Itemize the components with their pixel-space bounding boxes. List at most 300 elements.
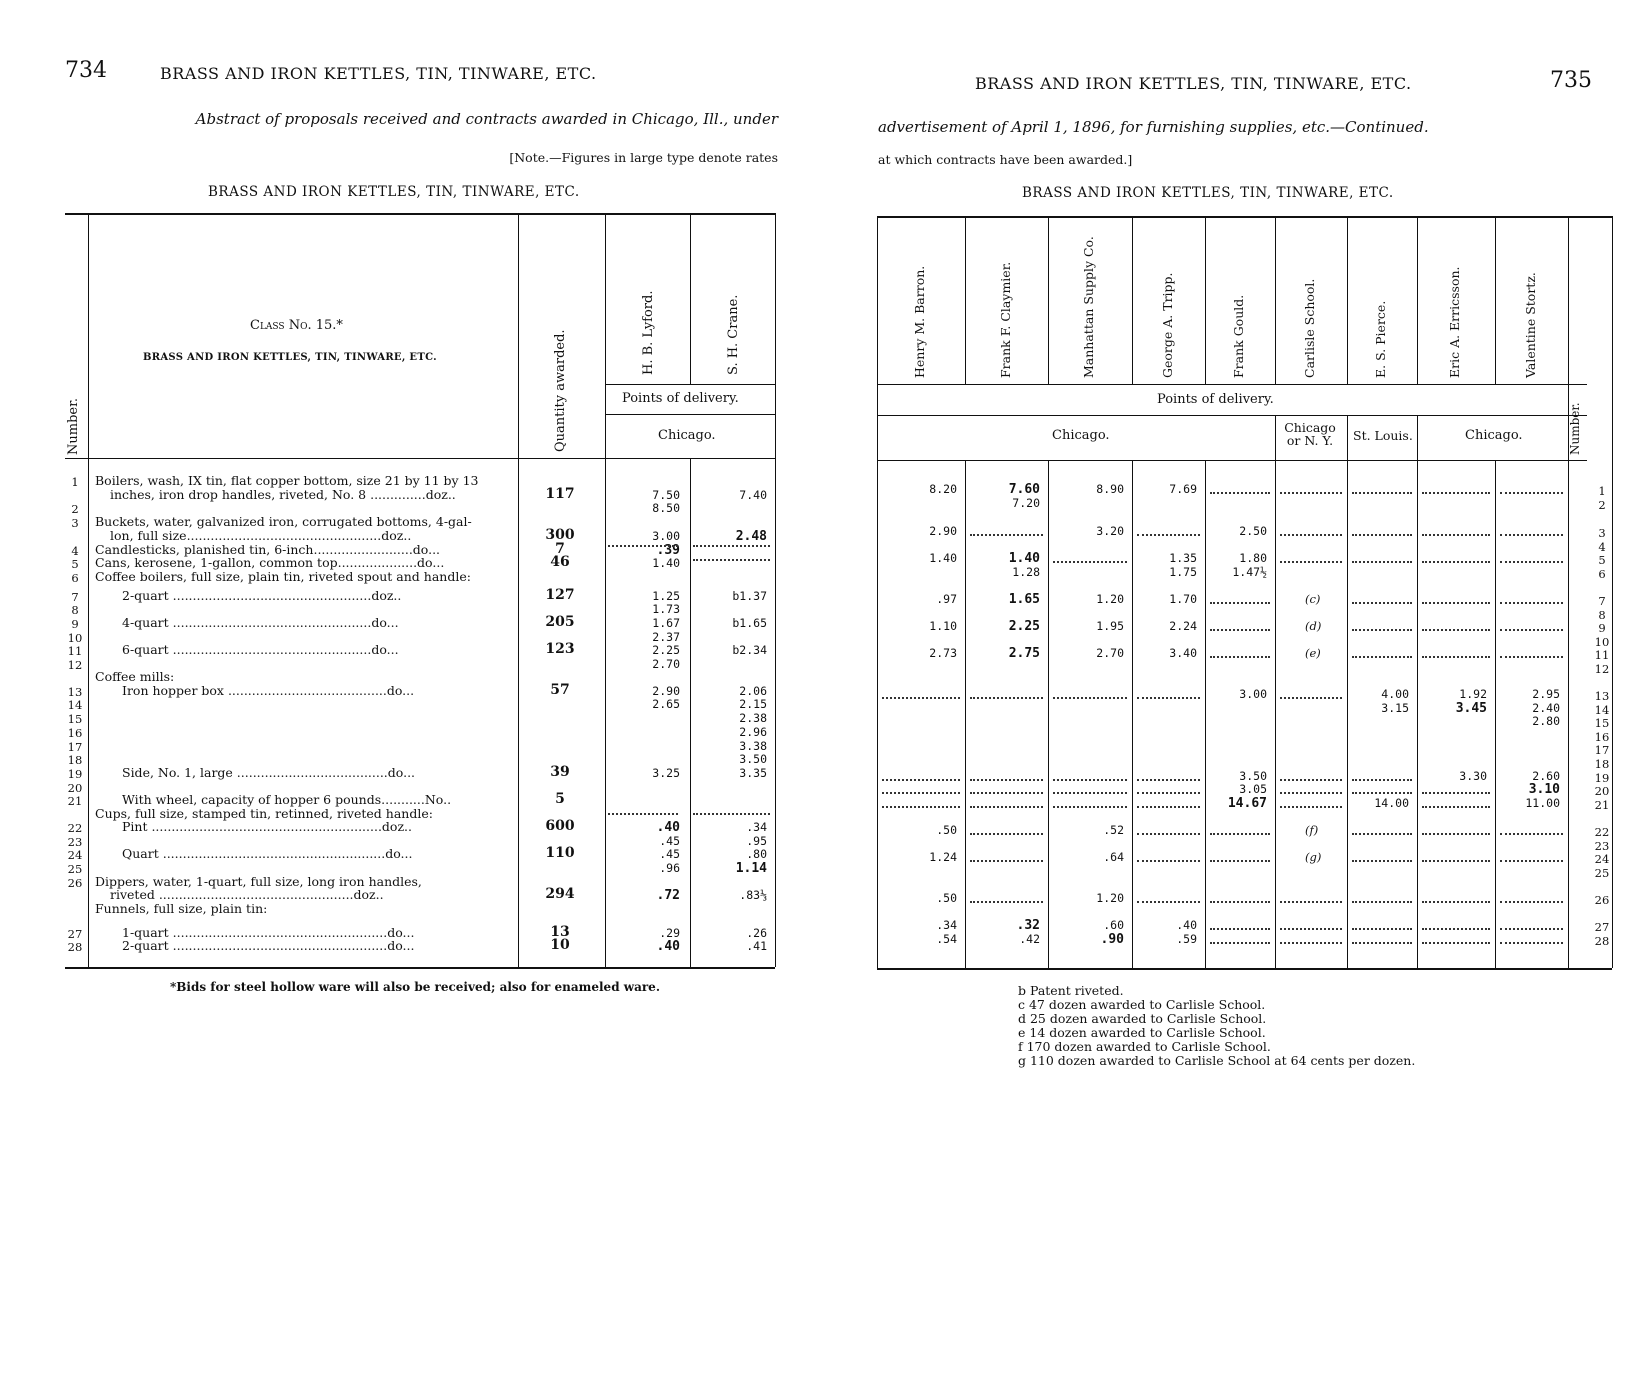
dotted-leader <box>1137 833 1200 835</box>
price-cell: .97 <box>936 592 957 606</box>
row-number: 5 <box>71 557 79 571</box>
price-cell: .59 <box>1176 932 1197 946</box>
dotted-leader <box>693 813 770 815</box>
quantity-awarded: 10 <box>550 937 570 953</box>
row-number: 24 <box>67 848 83 862</box>
points-rule <box>605 384 775 385</box>
item-description: 1-quart ......................................................do... <box>122 925 415 940</box>
row-number: 7 <box>1598 594 1606 608</box>
table-top-rule <box>877 216 1612 218</box>
price-cell: .50 <box>936 823 957 837</box>
section-title: BRASS AND IRON KETTLES, TIN, TINWARE, ETC. <box>208 184 580 200</box>
price-lyford: 8.50 <box>652 501 680 515</box>
delivery-group-st-louis: St. Louis. <box>1353 428 1413 443</box>
price-lyford: 1.67 <box>652 616 680 630</box>
price-cell: 1.70 <box>1169 592 1197 606</box>
dotted-leader <box>1422 860 1490 862</box>
price-cell: 7.60 <box>1008 482 1040 497</box>
class-title: Class No. 15.* <box>250 318 343 333</box>
dotted-leader <box>1422 602 1490 604</box>
price-cell: 4.00 <box>1381 687 1409 701</box>
price-cell: .40 <box>1176 918 1197 932</box>
right-page <box>820 0 1649 1380</box>
dotted-leader <box>1137 779 1200 781</box>
col-divider <box>1612 216 1613 968</box>
row-number: 6 <box>71 571 79 585</box>
dotted-leader <box>1352 534 1412 536</box>
bidder-name: Valentine Stortz. <box>1522 272 1538 378</box>
price-crane: .41 <box>746 939 767 953</box>
row-number: 9 <box>71 617 79 631</box>
dotted-leader <box>1053 779 1127 781</box>
col-divider <box>1048 460 1049 968</box>
col-divider <box>1275 216 1276 384</box>
delivery-group-chicago-ny: Chicago or N. Y. <box>1284 420 1336 448</box>
row-number: 16 <box>67 726 83 740</box>
price-cell: 1.28 <box>1012 565 1040 579</box>
dotted-leader <box>1352 792 1412 794</box>
dotted-leader <box>882 697 960 699</box>
price-cell: 1.95 <box>1096 619 1124 633</box>
price-cell: 14.67 <box>1227 796 1267 811</box>
price-cell: 1.47½ <box>1232 565 1267 579</box>
delivery-divider <box>1347 415 1348 460</box>
price-cell: 2.60 <box>1532 769 1560 783</box>
row-number: 26 <box>67 876 83 890</box>
row-number: 6 <box>1598 567 1606 581</box>
price-crane: 3.38 <box>739 739 767 753</box>
class-subtitle: BRASS AND IRON KETTLES, TIN, TINWARE, ETC. <box>143 352 437 363</box>
dotted-leader <box>1422 901 1490 903</box>
dotted-leader <box>1422 561 1490 563</box>
col-divider <box>877 216 878 968</box>
points-of-delivery: Points of delivery. <box>1157 392 1274 407</box>
item-description: 6-quart ..................................................do... <box>122 642 399 657</box>
price-crane: 2.06 <box>739 684 767 698</box>
row-number: 4 <box>1598 540 1606 554</box>
row-number: 20 <box>67 781 83 795</box>
price-lyford: 3.00 <box>652 529 680 543</box>
price-cell: .32 <box>1016 918 1040 933</box>
dotted-leader <box>1422 942 1490 944</box>
price-cell: 2.80 <box>1532 714 1560 728</box>
price-crane: b1.65 <box>732 616 767 630</box>
item-description: Coffee boilers, full size, plain tin, riveted spout and handle: <box>95 569 471 584</box>
dotted-leader <box>1280 779 1342 781</box>
item-description: Boilers, wash, IX tin, flat copper bottom, size 21 by 11 by 13 <box>95 473 479 488</box>
item-description: 2-quart ..................................................doz.. <box>122 588 402 603</box>
dotted-leader <box>1280 928 1342 930</box>
page-number: 734 <box>65 58 107 83</box>
dotted-leader <box>1137 806 1200 808</box>
price-lyford: 2.70 <box>652 657 680 671</box>
dotted-leader <box>1053 806 1127 808</box>
col-divider <box>1347 216 1348 384</box>
row-number: 15 <box>67 712 83 726</box>
bidder-name: Eric A. Erricsson. <box>1447 266 1462 378</box>
row-number: 17 <box>1594 743 1610 757</box>
points-rule <box>877 415 1587 416</box>
price-cell: (e) <box>1305 646 1321 660</box>
price-cell: (g) <box>1305 850 1322 864</box>
dotted-leader <box>1280 561 1342 563</box>
price-cell: 1.75 <box>1169 565 1197 579</box>
dotted-leader <box>1210 860 1270 862</box>
dotted-leader <box>970 901 1043 903</box>
dotted-leader <box>1137 792 1200 794</box>
dotted-leader <box>1280 942 1342 944</box>
item-description: riveted .................................................doz.. <box>110 887 384 902</box>
price-cell: .60 <box>1103 918 1124 932</box>
table-bottom-rule <box>877 968 1612 970</box>
dotted-leader <box>1352 561 1412 563</box>
dotted-leader <box>882 806 960 808</box>
price-crane: .26 <box>746 926 767 940</box>
footnote: b Patent riveted. <box>1018 983 1124 998</box>
delivery-group-chicago-2: Chicago. <box>1465 428 1523 443</box>
row-number: 3 <box>71 516 79 530</box>
row-number: 24 <box>1594 852 1610 866</box>
price-lyford: 2.90 <box>652 684 680 698</box>
price-cell: 1.40 <box>929 551 957 565</box>
item-description: Funnels, full size, plain tin: <box>95 901 268 916</box>
delivery-divider <box>1275 415 1276 460</box>
row-number: 10 <box>67 631 83 645</box>
price-crane: 2.15 <box>739 697 767 711</box>
col-divider <box>1275 460 1276 968</box>
bidder-bottom-rule <box>877 384 1587 385</box>
price-cell: 3.30 <box>1459 769 1487 783</box>
price-cell: 8.90 <box>1096 482 1124 496</box>
price-cell: 2.25 <box>1008 619 1040 634</box>
number-header: Number. <box>1568 402 1582 455</box>
running-head: BRASS AND IRON KETTLES, TIN, TINWARE, ETC. <box>975 74 1412 93</box>
price-lyford: .40 <box>656 820 680 835</box>
row-number: 28 <box>67 940 83 954</box>
price-lyford: .39 <box>656 543 680 558</box>
col-divider <box>775 213 776 967</box>
price-lyford: .72 <box>656 888 680 903</box>
price-cell: 1.40 <box>1008 551 1040 566</box>
price-crane: 2.38 <box>739 711 767 725</box>
item-description: Side, No. 1, large ......................................do... <box>122 765 416 780</box>
dotted-leader <box>1422 833 1490 835</box>
bidder-name: E. S. Pierce. <box>1373 300 1388 378</box>
dotted-leader <box>1500 629 1563 631</box>
row-number: 15 <box>1594 716 1610 730</box>
dotted-leader <box>1053 561 1127 563</box>
price-crane: b2.34 <box>732 643 767 657</box>
price-cell: 2.90 <box>929 524 957 538</box>
price-cell: 3.10 <box>1528 782 1560 797</box>
table-bottom-rule <box>65 967 775 969</box>
dotted-leader <box>1352 833 1412 835</box>
dotted-leader <box>1352 656 1412 658</box>
price-crane: .34 <box>746 820 767 834</box>
row-number: 11 <box>1594 648 1610 662</box>
row-number: 13 <box>67 685 83 699</box>
price-cell: 3.40 <box>1169 646 1197 660</box>
row-number: 12 <box>1594 662 1610 676</box>
running-head: BRASS AND IRON KETTLES, TIN, TINWARE, ETC. <box>160 64 597 83</box>
quantity-awarded: 13 <box>550 924 570 940</box>
row-number: 25 <box>1594 866 1610 880</box>
price-cell: .34 <box>936 918 957 932</box>
row-number: 22 <box>1594 825 1610 839</box>
abstract-line: advertisement of April 1, 1896, for furnishing supplies, etc.—Continued. <box>878 118 1429 136</box>
price-cell: 1.10 <box>929 619 957 633</box>
quantity-awarded: 127 <box>545 587 575 603</box>
col-divider <box>1048 216 1049 384</box>
item-description: Coffee mills: <box>95 669 175 684</box>
price-crane: 3.50 <box>739 752 767 766</box>
item-description: Iron hopper box ........................................do... <box>122 683 415 698</box>
bidder-name: Carlisle School. <box>1302 278 1317 378</box>
item-description: 4-quart ..................................................do... <box>122 615 399 630</box>
row-number: 9 <box>1598 621 1606 635</box>
price-crane: 7.40 <box>739 488 767 502</box>
dotted-leader <box>1352 492 1412 494</box>
item-description: Quart ........................................................do... <box>122 846 413 861</box>
row-number: 21 <box>1594 798 1610 812</box>
footnote: d 25 dozen awarded to Carlisle School. <box>1018 1011 1267 1026</box>
dotted-leader <box>1210 833 1270 835</box>
price-cell: 7.20 <box>1012 496 1040 510</box>
dotted-leader <box>1500 901 1563 903</box>
col-divider <box>965 460 966 968</box>
dotted-leader <box>1280 901 1342 903</box>
quantity-awarded: 110 <box>545 845 575 861</box>
col-divider <box>1347 460 1348 968</box>
price-cell: .54 <box>936 932 957 946</box>
header-bottom-rule <box>65 458 775 459</box>
bidder-name: Frank F. Claymier. <box>997 261 1013 378</box>
dotted-leader <box>1137 534 1200 536</box>
row-number: 19 <box>67 767 83 781</box>
col-divider <box>1205 460 1206 968</box>
item-description: Cups, full size, stamped tin, retinned, riveted handle: <box>95 806 433 821</box>
row-number: 27 <box>1594 920 1610 934</box>
dotted-leader <box>1500 602 1563 604</box>
dotted-leader <box>1210 656 1270 658</box>
dotted-leader <box>1352 860 1412 862</box>
quantity-awarded: 5 <box>555 791 565 807</box>
row-number: 14 <box>1594 703 1610 717</box>
quantity-awarded: 46 <box>550 554 570 570</box>
row-number: 7 <box>71 590 79 604</box>
row-number: 2 <box>1598 498 1606 512</box>
left-footnote: *Bids for steel hollow ware will also be received; also for enameled ware. <box>170 980 660 994</box>
item-description: Buckets, water, galvanized iron, corrugated bottoms, 4-gal- <box>95 514 472 529</box>
row-number: 8 <box>71 603 79 617</box>
quantity-awarded: 294 <box>545 886 575 902</box>
bidder-name: George A. Tripp. <box>1159 272 1175 378</box>
bidder-name: Henry M. Barron. <box>912 265 927 378</box>
col-divider <box>518 213 519 967</box>
price-cell: .64 <box>1103 850 1124 864</box>
row-number: 23 <box>1594 839 1610 853</box>
price-lyford: .40 <box>656 939 680 954</box>
price-cell: 11.00 <box>1525 796 1560 810</box>
dotted-leader <box>1210 928 1270 930</box>
price-cell: 2.40 <box>1532 701 1560 715</box>
dotted-leader <box>1500 492 1563 494</box>
price-crane: .80 <box>746 847 767 861</box>
price-lyford: .29 <box>659 926 680 940</box>
row-number: 19 <box>1594 771 1610 785</box>
price-crane: 1.14 <box>735 861 767 876</box>
delivery-chicago: Chicago. <box>658 428 716 443</box>
dotted-leader <box>1137 697 1200 699</box>
dotted-leader <box>1210 492 1270 494</box>
dotted-leader <box>1280 534 1342 536</box>
item-description: inches, iron drop handles, riveted, No. 8 ..............doz.. <box>110 487 456 502</box>
col-divider <box>1205 216 1206 384</box>
footnote: e 14 dozen awarded to Carlisle School. <box>1018 1025 1266 1040</box>
dotted-leader <box>1352 901 1412 903</box>
col-divider <box>1495 216 1496 384</box>
price-cell: 1.24 <box>929 850 957 864</box>
col-divider <box>1132 216 1133 384</box>
price-cell: .42 <box>1019 932 1040 946</box>
price-cell: 2.50 <box>1239 524 1267 538</box>
dotted-leader <box>1210 901 1270 903</box>
footnote: f 170 dozen awarded to Carlisle School. <box>1018 1039 1271 1054</box>
row-number: 23 <box>67 835 83 849</box>
item-description: Pint ..........................................................doz.. <box>122 819 412 834</box>
dotted-leader <box>1352 942 1412 944</box>
dotted-leader <box>1280 806 1342 808</box>
row-number: 21 <box>67 794 83 808</box>
dotted-leader <box>693 559 770 561</box>
abstract-line: Abstract of proposals received and contracts awarded in Chicago, Ill., under <box>195 110 778 128</box>
dotted-leader <box>1280 492 1342 494</box>
item-description: With wheel, capacity of hopper 6 pounds...........No.. <box>122 792 452 807</box>
dotted-leader <box>1352 928 1412 930</box>
dotted-leader <box>1352 602 1412 604</box>
row-number: 18 <box>1594 757 1610 771</box>
col-divider <box>88 213 89 967</box>
price-cell: 2.70 <box>1096 646 1124 660</box>
price-cell: .52 <box>1103 823 1124 837</box>
price-lyford: 2.25 <box>652 643 680 657</box>
dotted-leader <box>970 860 1043 862</box>
price-cell: 1.20 <box>1096 592 1124 606</box>
dotted-leader <box>693 545 770 547</box>
row-number: 3 <box>1598 526 1606 540</box>
dotted-leader <box>1422 534 1490 536</box>
quantity-header: Quantity awarded. <box>553 329 568 452</box>
quantity-awarded: 300 <box>545 527 575 543</box>
item-description: Dippers, water, 1-quart, full size, long iron handles, <box>95 874 422 889</box>
row-number: 5 <box>1598 553 1606 567</box>
dotted-leader <box>970 534 1043 536</box>
dotted-leader <box>1500 561 1563 563</box>
dotted-leader <box>1137 860 1200 862</box>
price-cell: 1.20 <box>1096 891 1124 905</box>
price-cell: 3.50 <box>1239 769 1267 783</box>
dotted-leader <box>1280 697 1342 699</box>
table-top-rule <box>65 213 775 215</box>
price-cell: 3.15 <box>1381 701 1409 715</box>
row-number: 8 <box>1598 608 1606 622</box>
page-number: 735 <box>1550 68 1592 93</box>
price-lyford: .96 <box>659 861 680 875</box>
price-lyford: 2.65 <box>652 697 680 711</box>
price-crane: 3.35 <box>739 766 767 780</box>
bidder-name: Frank Gould. <box>1231 294 1246 378</box>
col-divider <box>965 216 966 384</box>
price-lyford: .45 <box>659 847 680 861</box>
price-cell: 3.20 <box>1096 524 1124 538</box>
price-cell: 3.00 <box>1239 687 1267 701</box>
price-crane: .95 <box>746 834 767 848</box>
left-page <box>0 0 820 1380</box>
dotted-leader <box>882 792 960 794</box>
row-number: 1 <box>1598 484 1606 498</box>
quantity-awarded: 57 <box>550 682 570 698</box>
row-number: 14 <box>67 698 83 712</box>
dotted-leader <box>1352 629 1412 631</box>
dotted-leader <box>1500 860 1563 862</box>
bidder-name: Manhattan Supply Co. <box>1081 236 1096 378</box>
price-lyford: 1.40 <box>652 556 680 570</box>
col-divider <box>1417 460 1418 968</box>
note-line: [Note.—Figures in large type denote rates <box>509 150 778 165</box>
item-description: Cans, kerosene, 1-gallon, common top....................do... <box>95 555 445 570</box>
dotted-leader <box>608 813 678 815</box>
dotted-leader <box>1422 928 1490 930</box>
dotted-leader <box>1500 656 1563 658</box>
section-title: BRASS AND IRON KETTLES, TIN, TINWARE, ETC. <box>1022 185 1394 201</box>
price-crane: 2.96 <box>739 725 767 739</box>
row-number: 18 <box>67 753 83 767</box>
row-number: 4 <box>71 544 79 558</box>
price-lyford: .45 <box>659 834 680 848</box>
dotted-leader <box>1210 602 1270 604</box>
dotted-leader <box>970 806 1043 808</box>
points-of-delivery: Points of delivery. <box>622 391 739 406</box>
price-cell: 2.95 <box>1532 687 1560 701</box>
col-divider <box>1132 460 1133 968</box>
quantity-awarded: 7 <box>555 541 565 557</box>
dotted-leader <box>1422 806 1490 808</box>
dotted-leader <box>1500 534 1563 536</box>
row-number: 1 <box>71 475 79 489</box>
price-crane: 2.48 <box>735 529 767 544</box>
price-cell: 1.92 <box>1459 687 1487 701</box>
price-cell: (c) <box>1305 592 1321 606</box>
price-cell: 14.00 <box>1374 796 1409 810</box>
bidder-crane: S. H. Crane. <box>726 294 741 375</box>
header-bottom-rule <box>877 460 1587 461</box>
price-lyford: 1.25 <box>652 589 680 603</box>
row-number: 25 <box>67 862 83 876</box>
note-line: at which contracts have been awarded.] <box>878 152 1133 167</box>
dotted-leader <box>970 779 1043 781</box>
price-cell: 1.35 <box>1169 551 1197 565</box>
quantity-awarded: 123 <box>545 641 575 657</box>
row-number: 2 <box>71 502 79 516</box>
col-divider <box>690 458 691 967</box>
item-description: 2-quart ......................................................do... <box>122 938 415 953</box>
price-cell: .90 <box>1100 932 1124 947</box>
col-divider <box>690 213 691 384</box>
row-number: 10 <box>1594 635 1610 649</box>
quantity-awarded: 39 <box>550 764 570 780</box>
price-cell: 1.65 <box>1008 592 1040 607</box>
dotted-leader <box>608 545 678 547</box>
